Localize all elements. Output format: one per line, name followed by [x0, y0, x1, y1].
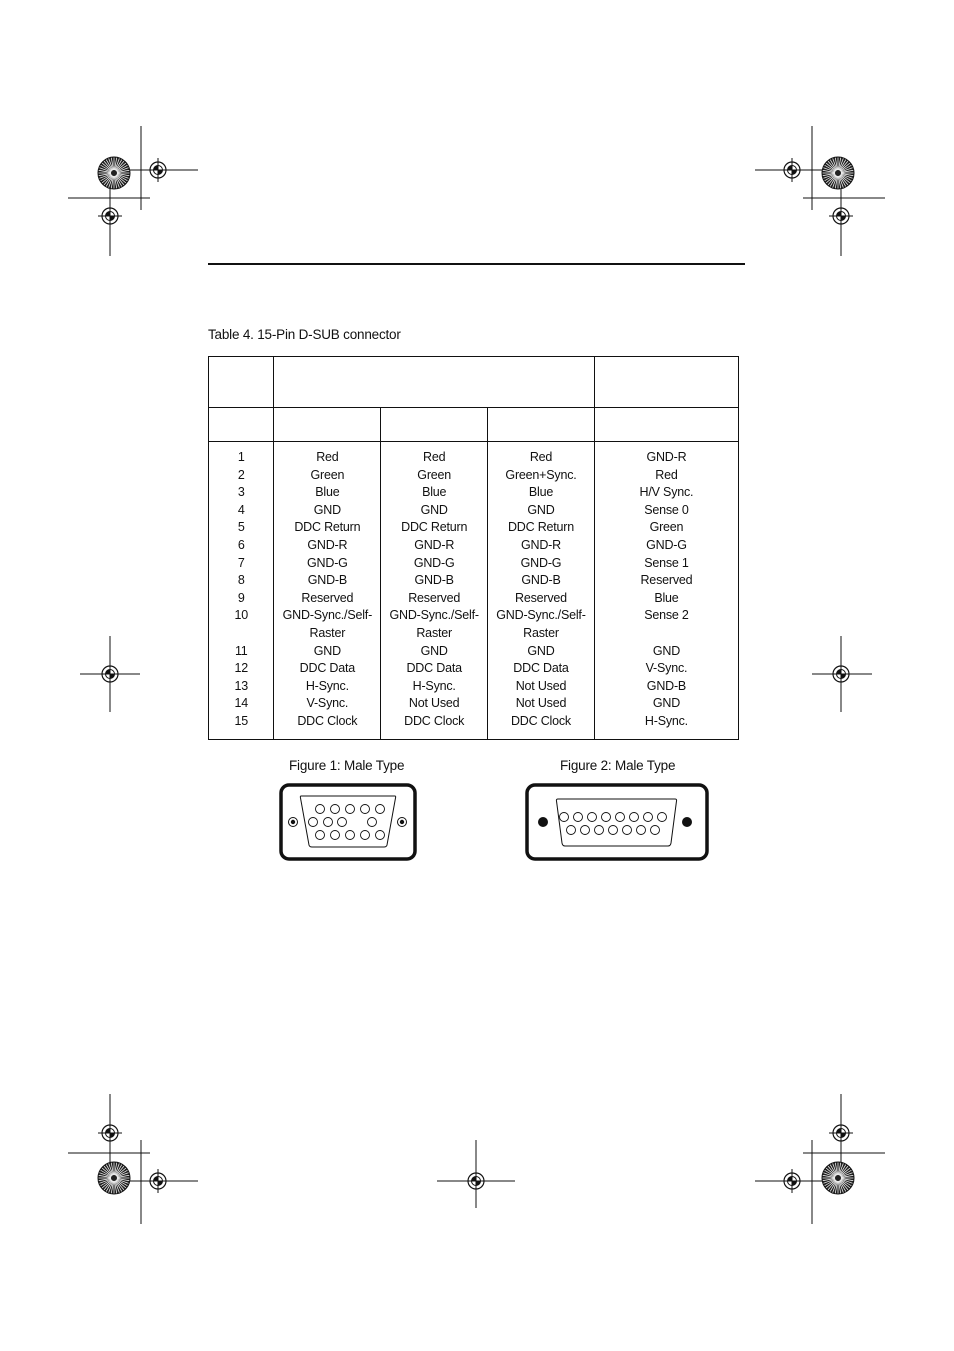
- starburst-target-icon: [98, 1162, 130, 1194]
- signal-name: H-Sync.: [305, 678, 349, 693]
- signal-name: Red: [529, 450, 553, 464]
- starburst-target-icon: [98, 157, 130, 189]
- signal-name: V-Sync.: [306, 696, 349, 711]
- signal-name: Sense 0: [644, 502, 689, 517]
- signal-name: [595, 625, 738, 643]
- signal-column-b: [381, 442, 488, 740]
- signal-name: Green: [310, 467, 345, 482]
- signal-name: Red: [423, 450, 446, 464]
- pin-number: 9: [237, 590, 245, 605]
- signal-name: Blue: [528, 485, 554, 500]
- signal-name: GND-G: [520, 555, 562, 570]
- signal-name: Not Used: [408, 696, 460, 711]
- crosshair-registration-icon: [780, 1169, 804, 1193]
- signal-name: Reserved: [640, 573, 693, 588]
- signal-name: GND: [652, 696, 681, 711]
- crosshair-registration-icon: [98, 662, 122, 686]
- signal-name: H/V Sync.: [639, 485, 694, 500]
- subheader-cell-a: [274, 408, 381, 442]
- figure2-caption: Figure 2: Male Type: [560, 758, 676, 773]
- crosshair-registration-icon: [464, 1169, 488, 1193]
- signal-name: Raster: [416, 625, 452, 640]
- pin-number: 12: [234, 661, 248, 676]
- signal-name: DDC Data: [513, 661, 569, 676]
- signal-name: GND-Sync./Self-: [389, 608, 479, 623]
- signal-name: GND: [313, 502, 341, 517]
- signal-name: GND-R: [414, 537, 455, 552]
- signal-name: DDC Clock: [297, 713, 358, 728]
- pin-number: 3: [237, 485, 245, 500]
- crosshair-registration-icon: [98, 204, 122, 228]
- signal-name: H-Sync.: [644, 713, 688, 728]
- signal-name: GND-B: [414, 573, 454, 588]
- signal-name: GND: [313, 643, 341, 658]
- header-rule: [208, 263, 745, 265]
- signal-name: Sense 2: [644, 608, 689, 623]
- pin-number: 5: [237, 520, 245, 535]
- pin-number: 14: [234, 696, 248, 711]
- subheader-cell-b: [381, 408, 488, 442]
- pin-number: 2: [237, 467, 245, 482]
- signal-name: Reserved: [408, 590, 461, 605]
- right-header-cell: [594, 357, 738, 408]
- signal-name: DDC Return: [294, 520, 361, 535]
- vga-15pin-male-connector-icon: [279, 783, 417, 861]
- subheader-cell-d: [594, 408, 738, 442]
- pin-number: [209, 625, 273, 643]
- signal-name: Green: [417, 467, 452, 482]
- signal-name: GND: [527, 643, 555, 658]
- figure1-caption: Figure 1: Male Type: [289, 758, 405, 773]
- signal-name: GND-R: [646, 450, 687, 464]
- signal-name: GND: [527, 502, 555, 517]
- pin-number: 15: [234, 713, 248, 728]
- signal-group-header-cell: [274, 357, 594, 408]
- dsub-15pin-2row-male-connector-icon: [525, 783, 709, 861]
- crosshair-registration-icon: [146, 1169, 170, 1193]
- signal-name: Reserved: [515, 590, 567, 605]
- signal-name: Red: [316, 450, 339, 464]
- pin-header-cell: [209, 357, 274, 408]
- signal-name: GND: [420, 643, 448, 658]
- pin-number: 1: [237, 450, 245, 464]
- signal-name: GND-B: [307, 573, 347, 588]
- signal-column-d: [594, 442, 738, 740]
- signal-name: DDC Clock: [510, 713, 571, 728]
- pin-number: 6: [237, 537, 245, 552]
- signal-name: GND-B: [521, 573, 561, 588]
- crosshair-registration-icon: [780, 158, 804, 182]
- signal-name: GND: [652, 643, 681, 658]
- signal-name: GND-R: [307, 537, 348, 552]
- signal-name: GND: [420, 502, 448, 517]
- signal-name: Sense 1: [644, 555, 689, 570]
- pin-number: 4: [237, 502, 245, 517]
- signal-name: Green+Sync.: [505, 467, 577, 482]
- pin-number: 8: [237, 573, 245, 588]
- crosshair-registration-icon: [829, 204, 853, 228]
- signal-name: Blue: [654, 590, 679, 605]
- signal-name: GND-B: [646, 678, 687, 693]
- subheader-cell-c: [488, 408, 595, 442]
- crosshair-registration-icon: [829, 662, 853, 686]
- pin-number-column: [209, 442, 274, 740]
- crosshair-registration-icon: [829, 1121, 853, 1145]
- starburst-target-icon: [822, 1162, 854, 1194]
- signal-name: GND-R: [521, 537, 561, 552]
- signal-name: GND-Sync./Self-: [496, 608, 586, 623]
- signal-name: DDC Return: [401, 520, 468, 535]
- pin-assignment-table: [208, 356, 739, 740]
- signal-name: DDC Return: [507, 520, 575, 535]
- crosshair-registration-icon: [98, 1121, 122, 1145]
- pin-number: 7: [237, 555, 245, 570]
- signal-name: V-Sync.: [645, 661, 688, 676]
- signal-name: DDC Clock: [404, 713, 465, 728]
- signal-name: Raster: [309, 625, 346, 640]
- starburst-target-icon: [822, 157, 854, 189]
- signal-name: Not Used: [515, 696, 567, 711]
- signal-name: H-Sync.: [412, 678, 456, 693]
- signal-name: GND-G: [646, 537, 687, 552]
- signal-column-c: [488, 442, 595, 740]
- crosshair-registration-icon: [146, 158, 170, 182]
- signal-name: DDC Data: [299, 661, 356, 676]
- signal-name: Blue: [315, 485, 340, 500]
- signal-name: Reserved: [301, 590, 354, 605]
- signal-name: DDC Data: [406, 661, 462, 676]
- subheader-empty-cell: [209, 408, 274, 442]
- signal-name: Green: [649, 520, 684, 535]
- pin-number: 10: [234, 608, 248, 623]
- signal-name: Raster: [523, 625, 559, 640]
- signal-name: Not Used: [515, 678, 567, 693]
- signal-name: GND-G: [413, 555, 455, 570]
- signal-name: GND-G: [307, 555, 348, 570]
- table-caption: Table 4. 15-Pin D-SUB connector: [208, 327, 401, 342]
- signal-name: Blue: [422, 485, 447, 500]
- signal-name: Red: [655, 467, 678, 482]
- signal-column-a: [274, 442, 381, 740]
- pin-number: 11: [234, 643, 248, 658]
- pin-number: 13: [234, 678, 248, 693]
- signal-name: GND-Sync./Self-: [282, 608, 373, 623]
